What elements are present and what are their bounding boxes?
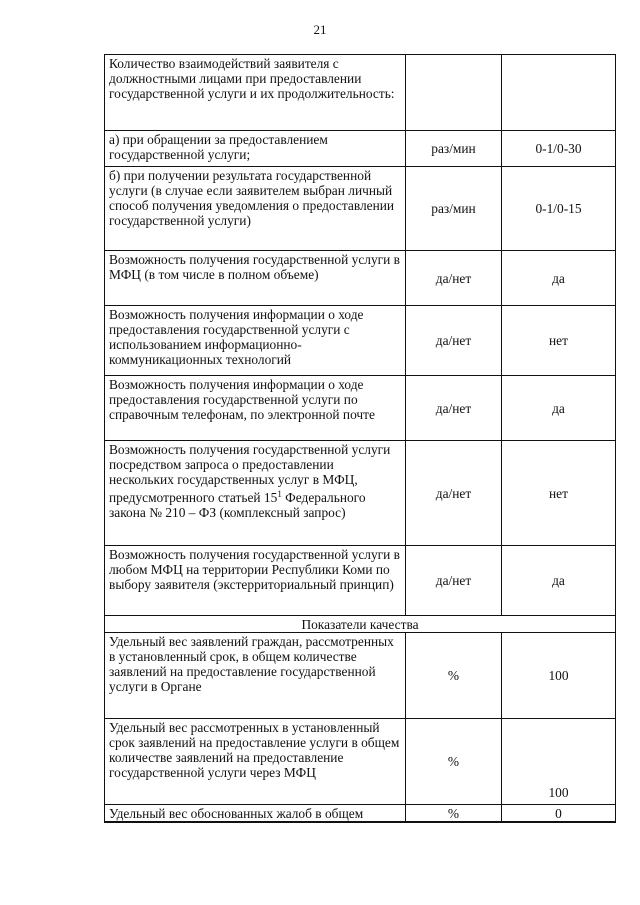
indicator-unit: раз/мин bbox=[406, 167, 502, 251]
indicator-unit: да/нет bbox=[406, 306, 502, 376]
table-row bbox=[105, 441, 616, 546]
table-row bbox=[105, 546, 616, 616]
indicator-name: б) при получении результата государственной услуги (в случае если заявителем выбран личный способ получения уведомления о предоставлении государственной услуги) bbox=[105, 167, 406, 251]
indicator-value: да bbox=[502, 546, 616, 616]
indicator-name: Возможность получения государственной услуги в любом МФЦ на территории Республики Коми по выбору заявителя (экстерриториальный принцип) bbox=[105, 546, 406, 616]
indicator-unit: да/нет bbox=[406, 441, 502, 546]
table-row bbox=[105, 805, 616, 823]
indicator-unit: % bbox=[406, 633, 502, 719]
footnote-superscript: 1 bbox=[277, 489, 282, 499]
indicator-unit: раз/мин bbox=[406, 131, 502, 167]
indicator-name: Удельный вес рассмотренных в установленный срок заявлений на предоставление услуги в общем количестве заявлений на предоставление государственной услуги через МФЦ bbox=[105, 719, 406, 805]
table-row bbox=[105, 376, 616, 441]
indicator-name: Возможность получения информации о ходе предоставления государственной услуги по справочным телефонам, по электронной почте bbox=[105, 376, 406, 441]
indicator-name: Удельный вес обоснованных жалоб в общем bbox=[105, 805, 406, 823]
indicator-name: а) при обращении за предоставлением государственной услуги; bbox=[105, 131, 406, 167]
table-row bbox=[105, 55, 616, 131]
indicator-unit bbox=[406, 55, 502, 131]
indicator-value: да bbox=[502, 376, 616, 441]
indicator-value: 100 bbox=[502, 719, 616, 805]
indicator-unit: % bbox=[406, 719, 502, 805]
section-title: Показатели качества bbox=[105, 616, 616, 633]
indicator-value: 100 bbox=[502, 633, 616, 719]
indicator-value: 0 bbox=[502, 805, 616, 823]
table-row bbox=[105, 251, 616, 306]
table-row bbox=[105, 167, 616, 251]
indicator-name-text: Возможность получения государственной услуги посредством запроса о предоставлении нескольких государственных услуг в МФЦ, предусмотренного статьей 15 bbox=[109, 442, 391, 505]
table-row bbox=[105, 633, 616, 719]
indicator-name: Возможность получения информации о ходе предоставления государственной услуги с использованием информационно-коммуникационных технологий bbox=[105, 306, 406, 376]
indicator-name-text: Федерального закона № 210 – ФЗ (комплексный запрос) bbox=[109, 490, 366, 520]
indicator-value: 0-1/0-30 bbox=[502, 131, 616, 167]
indicator-unit: да/нет bbox=[406, 546, 502, 616]
indicator-name: Удельный вес заявлений граждан, рассмотренных в установленный срок, в общем количестве заявлений на предоставление государственной услуги в Органе bbox=[105, 633, 406, 719]
indicator-name bbox=[105, 441, 406, 546]
table-row bbox=[105, 306, 616, 376]
indicator-value bbox=[502, 55, 616, 131]
indicator-value: нет bbox=[502, 306, 616, 376]
indicator-name: Возможность получения государственной услуги в МФЦ (в том числе в полном объеме) bbox=[105, 251, 406, 306]
indicator-value: нет bbox=[502, 441, 616, 546]
indicator-name: Количество взаимодействий заявителя с должностными лицами при предоставлении государственной услуги и их продолжительность: bbox=[105, 55, 406, 131]
indicator-value: да bbox=[502, 251, 616, 306]
indicators-table bbox=[104, 54, 616, 823]
table-row bbox=[105, 719, 616, 805]
indicator-value: 0-1/0-15 bbox=[502, 167, 616, 251]
indicator-unit: да/нет bbox=[406, 376, 502, 441]
section-header-row bbox=[105, 616, 616, 633]
indicator-unit: % bbox=[406, 805, 502, 823]
indicator-unit: да/нет bbox=[406, 251, 502, 306]
table-row bbox=[105, 131, 616, 167]
page-number: 21 bbox=[313, 22, 327, 37]
